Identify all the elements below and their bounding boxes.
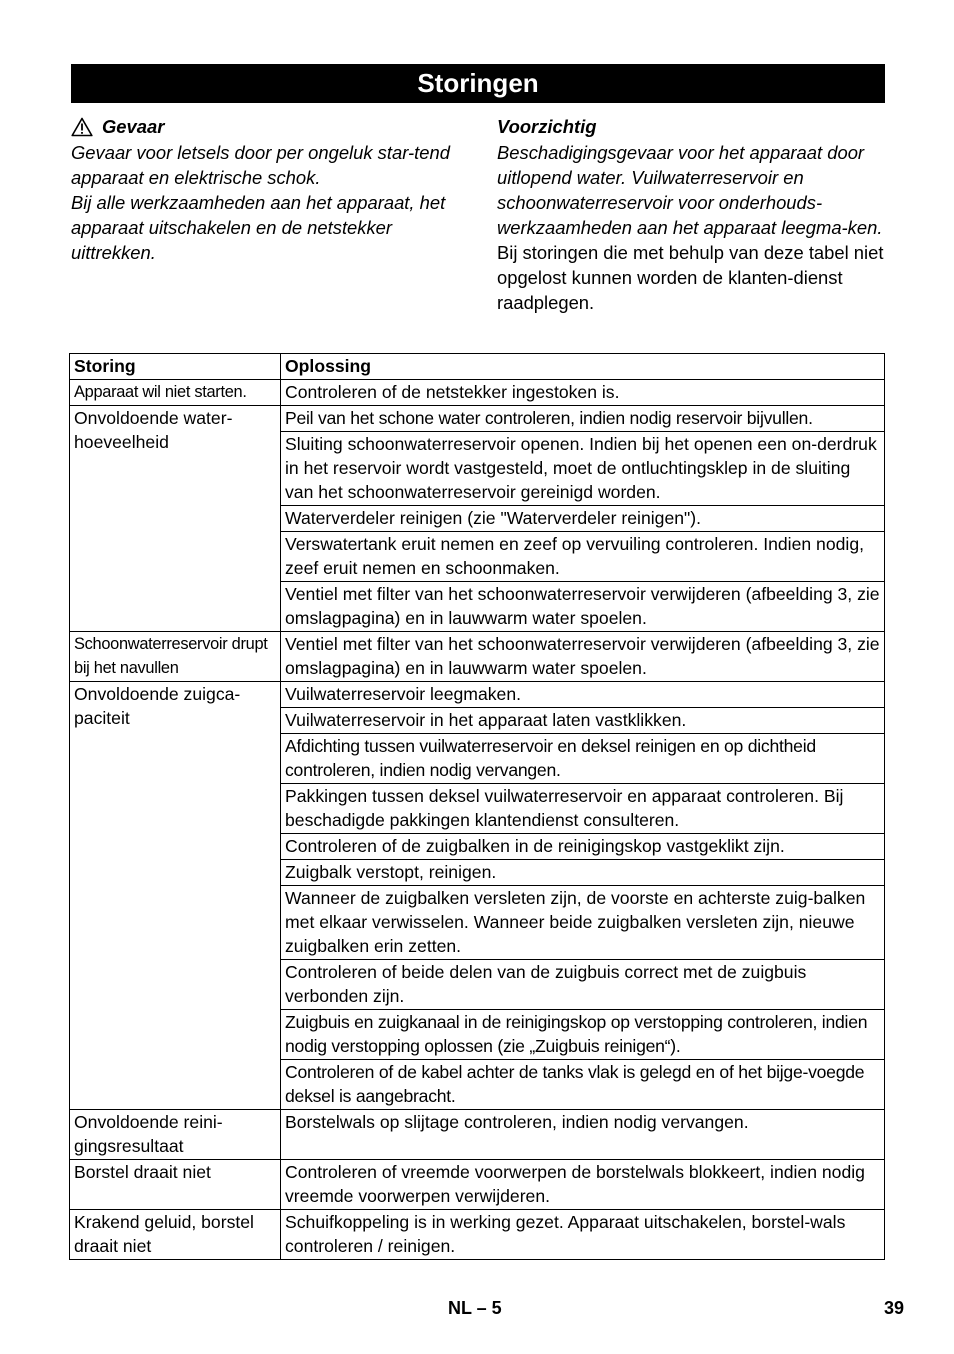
- footer-page-number: 39: [884, 1298, 905, 1318]
- solution-cell: Pakkingen tussen deksel vuilwaterreservoir en apparaat controleren. Bij beschadigde pakkingen klantendienst consulteren.: [281, 784, 885, 834]
- caution-notice: [497, 112, 889, 315]
- table-row: [70, 682, 885, 708]
- fault-cell: Schoonwaterreservoir drupt bij het navullen: [70, 632, 281, 682]
- footer-language-page: NL – 5: [448, 1298, 502, 1318]
- table-row: [70, 406, 885, 432]
- solution-cell: Vuilwaterreservoir leegmaken.: [281, 682, 885, 708]
- table-row: [70, 1110, 885, 1160]
- fault-cell: Onvoldoende zuigca-paciteit: [70, 682, 281, 1110]
- table-row: [70, 380, 885, 406]
- danger-notice: [71, 112, 471, 265]
- header-storing: Storing: [70, 354, 281, 380]
- fault-cell: Onvoldoende water-hoeveelheid: [70, 406, 281, 632]
- header-oplossing: Oplossing: [281, 354, 885, 380]
- solution-cell: Zuigbalk verstopt, reinigen.: [281, 860, 885, 886]
- solution-cell: Wanneer de zuigbalken versleten zijn, de voorste en achterste zuig-balken met elkaar verwisselen. Wanneer beide zuigbalken versleten zijn, nieuwe zuigbalken erin zetten.: [281, 886, 885, 960]
- table-row: [70, 1160, 885, 1210]
- fault-cell: Krakend geluid, borstel draait niet: [70, 1210, 281, 1260]
- table-row: [70, 632, 885, 682]
- fault-cell: Borstel draait niet: [70, 1160, 281, 1210]
- solution-cell: Zuigbuis en zuigkanaal in de reinigingskop op verstopping controleren, indien nodig verstopping oplossen (zie „Zuigbuis reinigen“).: [281, 1010, 885, 1060]
- solution-cell: Schuifkoppeling is in werking gezet. Apparaat uitschakelen, borstel-wals controleren / reinigen.: [281, 1210, 885, 1260]
- caution-heading: Voorzichtig: [497, 116, 597, 137]
- troubleshooting-table: [69, 353, 885, 1260]
- solution-cell: Borstelwals op slijtage controleren, indien nodig vervangen.: [281, 1110, 885, 1160]
- caution-text: Bij storingen die met behulp van deze tabel niet opgelost kunnen worden de klanten-dienst raadplegen.: [497, 242, 884, 313]
- fault-cell: Apparaat wil niet starten.: [70, 380, 281, 406]
- solution-cell: Ventiel met filter van het schoonwaterreservoir verwijderen (afbeelding 3, zie omslagpagina) en in lauwwarm water spoelen.: [281, 582, 885, 632]
- page-title: Storingen: [71, 64, 885, 103]
- solution-cell: Peil van het schone water controleren, indien nodig reservoir bijvullen.: [281, 406, 885, 432]
- solution-cell: Afdichting tussen vuilwaterreservoir en deksel reinigen en op dichtheid controleren, indien nodig vervangen.: [281, 734, 885, 784]
- solution-cell: Controleren of vreemde voorwerpen de borstelwals blokkeert, indien nodig vreemde voorwerpen verwijderen.: [281, 1160, 885, 1210]
- danger-text-2: Bij alle werkzaamheden aan het apparaat, het apparaat uitschakelen en de netstekker uittrekken.: [71, 192, 446, 263]
- solution-cell: Controleren of de zuigbalken in de reinigingskop vastgeklikt zijn.: [281, 834, 885, 860]
- solution-cell: Controleren of de netstekker ingestoken is.: [281, 380, 885, 406]
- solution-cell: Vuilwaterreservoir in het apparaat laten vastklikken.: [281, 708, 885, 734]
- table-row: [70, 1210, 885, 1260]
- solution-cell: Controleren of beide delen van de zuigbuis correct met de zuigbuis verbonden zijn.: [281, 960, 885, 1010]
- fault-cell: Onvoldoende reini-gingsresultaat: [70, 1110, 281, 1160]
- warning-triangle-icon: [71, 117, 93, 137]
- solution-cell: Ventiel met filter van het schoonwaterreservoir verwijderen (afbeelding 3, zie omslagpagina) en in lauwwarm water spoelen.: [281, 632, 885, 682]
- table-header-row: [70, 354, 885, 380]
- solution-cell: Verswatertank eruit nemen en zeef op vervuiling controleren. Indien nodig, zeef eruit nemen en schoonmaken.: [281, 532, 885, 582]
- solution-cell: Waterverdeler reinigen (zie "Waterverdeler reinigen").: [281, 506, 885, 532]
- danger-heading-row: [71, 114, 471, 139]
- caution-text-italic: Beschadigingsgevaar voor het apparaat door uitlopend water. Vuilwaterreservoir en schoonwaterreservoir voor onderhouds-werkzaamheden aan het apparaat leegma-ken.: [497, 142, 883, 238]
- solution-cell: Controleren of de kabel achter de tanks vlak is gelegd en of het bijge-voegde deksel is aangebracht.: [281, 1060, 885, 1110]
- danger-text-1: Gevaar voor letsels door per ongeluk star-tend apparaat en elektrische schok.: [71, 142, 450, 188]
- danger-heading: Gevaar: [102, 116, 165, 137]
- solution-cell: Sluiting schoonwaterreservoir openen. Indien bij het openen een on-derdruk in het reservoir wordt vastgesteld, moet de ontluchtingsklep in de sluiting van het schoonwaterreservoir gereinigd worden.: [281, 432, 885, 506]
